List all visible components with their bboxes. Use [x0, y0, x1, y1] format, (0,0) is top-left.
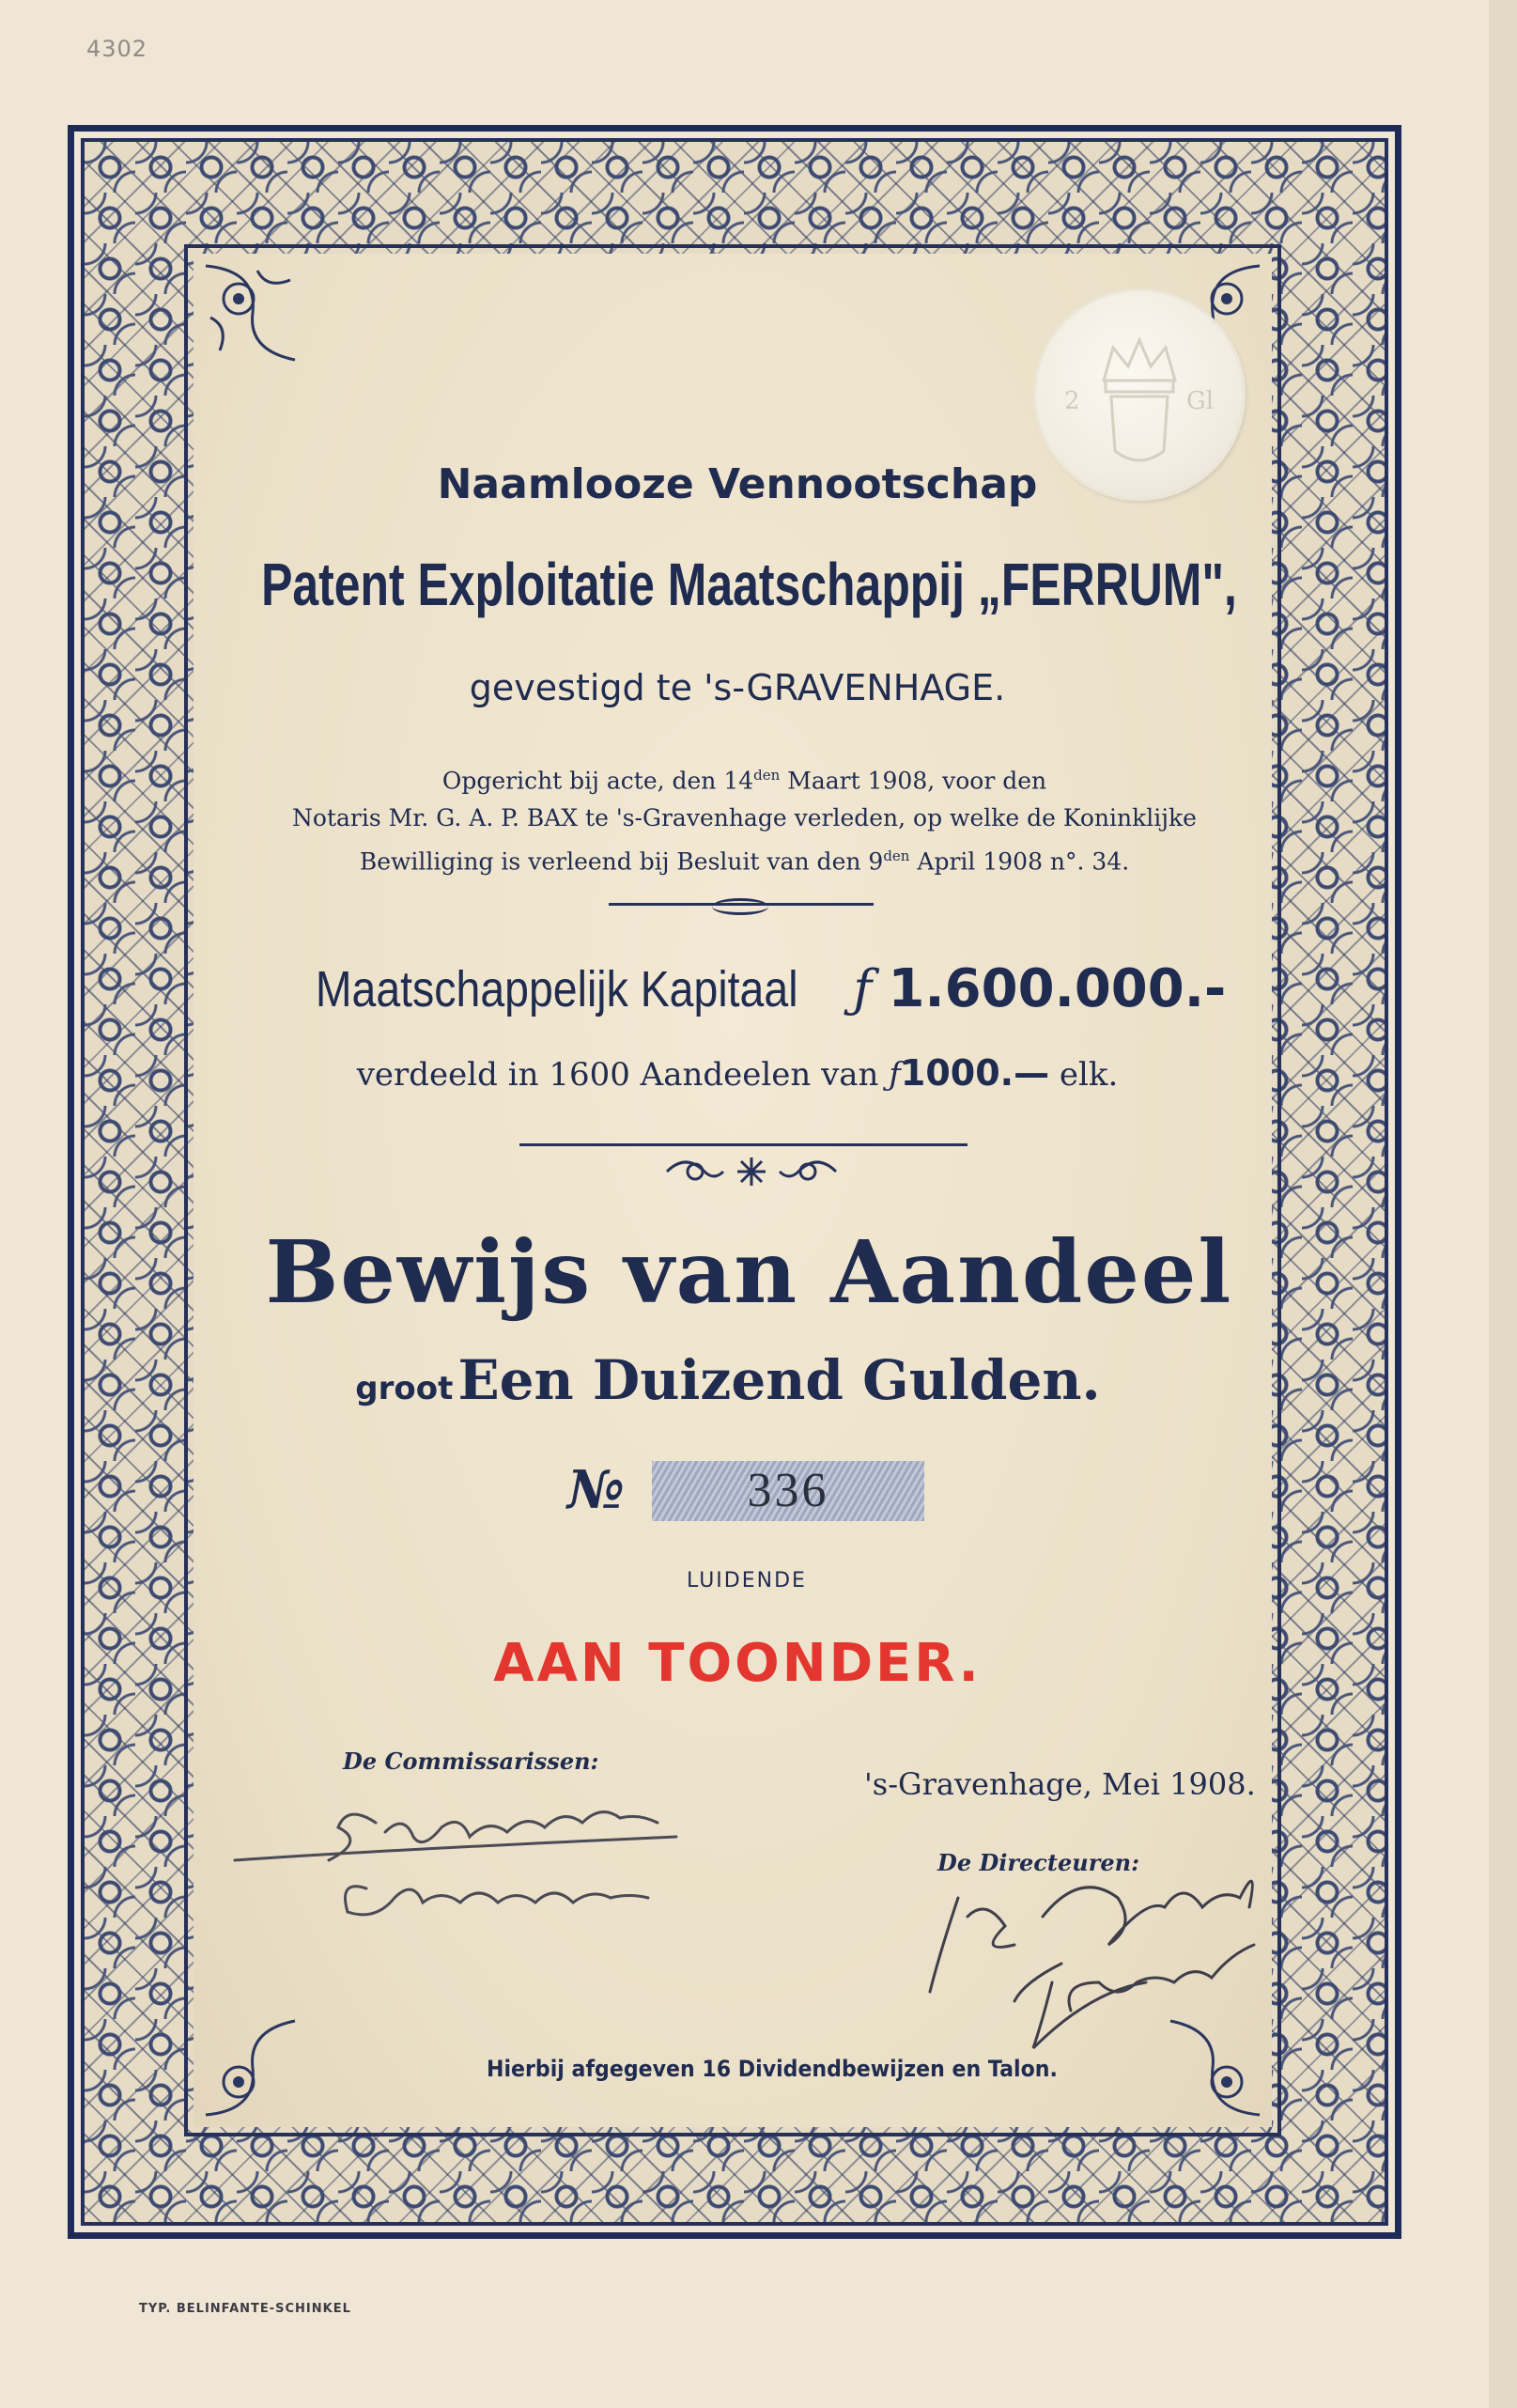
- divider-small: [609, 903, 874, 906]
- bearer-label: AAN TOONDER.: [493, 1633, 982, 1694]
- division-line: verdeeld in 1600 Aandeelen van ƒ1000.— elk.: [356, 1052, 1119, 1094]
- paper-edge: [1489, 0, 1517, 2408]
- commissioner-signatures-icon: [225, 1785, 695, 1954]
- commissioners-label: De Commissarissen:: [343, 1748, 599, 1775]
- dividend-note: Hierbij afgegeven 16 Dividendbewijzen en Talon.: [487, 2056, 1058, 2082]
- denomination-line: groot Een Duizend Gulden.: [355, 1348, 1101, 1412]
- numero-sign: №: [567, 1459, 625, 1521]
- seal-left-text: 2: [1064, 387, 1080, 415]
- scroll-ornament-icon: [658, 1148, 845, 1195]
- divider-large: [519, 1143, 967, 1146]
- currency-sign: ƒ: [853, 959, 873, 1018]
- place-date: 's-Gravenhage, Mei 1908.: [864, 1766, 1256, 1802]
- seal-right-text: Gl: [1186, 387, 1215, 415]
- serial-number-value: 336: [747, 1464, 829, 1517]
- company-seat: gevestigd te 's-GRAVENHAGE.: [469, 667, 1006, 708]
- share-amount: 1000.—: [900, 1052, 1050, 1094]
- printer-mark: TYP. BELINFANTE-SCHINKEL: [139, 2302, 351, 2316]
- capital-line: [0, 958, 1509, 1019]
- founding-text: Opgericht bij acte, den $14^{den}$ Maart 1908, voor den Notaris Mr. G. A. P. BAX te 's-Gravenhage verleden, op welke de Koninklijke Bewilliging is verleend bij Besluit van den $9^{den}$ April 1908 n°. 34.: [292, 767, 1197, 876]
- pencil-note: 4302: [86, 36, 148, 62]
- capital-label: Maatschappelijk Kapitaal: [315, 961, 798, 1018]
- corner-ornament-bottom-left: [201, 2016, 304, 2120]
- corner-ornament-top-left: [201, 261, 304, 365]
- luidende-label: LUIDENDE: [687, 1569, 807, 1592]
- company-name: Patent Exploitatie Maatschappij „FERRUM",: [261, 551, 1237, 618]
- directors-label: De Directeuren:: [937, 1849, 1139, 1876]
- certificate-title: Bewijs van Aandeel: [265, 1221, 1233, 1323]
- company-form: Naamlooze Vennootschap: [437, 460, 1038, 508]
- capital-amount: 1.600.000.-: [888, 958, 1227, 1019]
